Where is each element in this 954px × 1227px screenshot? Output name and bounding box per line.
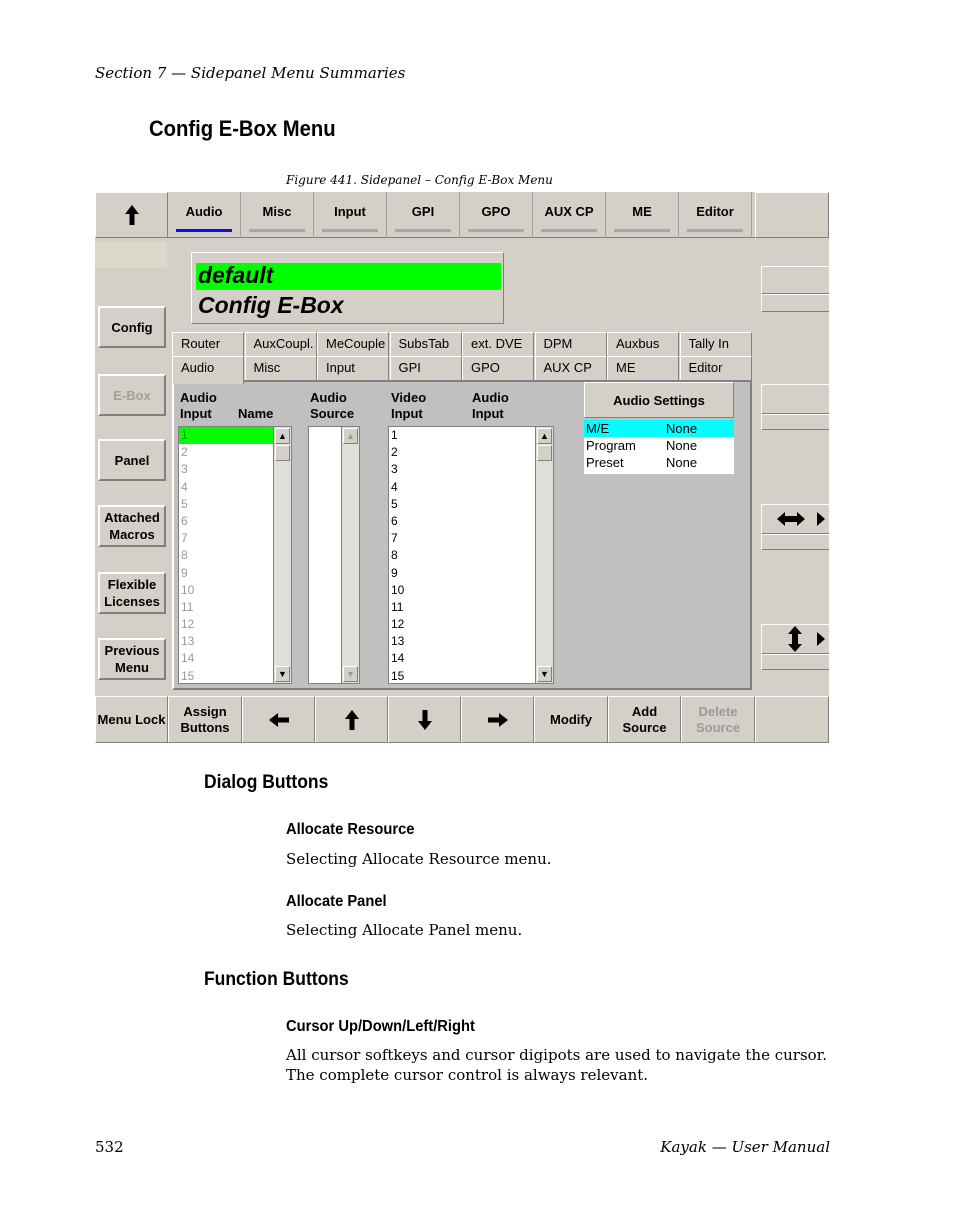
list-item[interactable]: 7 [391, 531, 398, 546]
arrow-right-icon [487, 712, 509, 728]
tab-r2-gpo[interactable]: GPO [462, 356, 534, 380]
arrow-up-down-icon [783, 625, 827, 653]
list-item[interactable]: 10 [181, 582, 195, 597]
list-item[interactable]: 14 [181, 651, 195, 666]
top-tab-gpi[interactable] [387, 192, 460, 238]
list-item[interactable]: 12 [181, 617, 195, 632]
right-slot-1[interactable] [761, 266, 829, 294]
scroll-up-arrow-icon[interactable]: ▲ [343, 428, 358, 444]
tab-indicator [468, 229, 524, 232]
dialog-buttons-heading: Dialog Buttons [204, 772, 329, 793]
top-tab-bar [95, 192, 829, 238]
menu-display [191, 252, 504, 324]
allocate-resource-heading: Allocate Resource [286, 821, 415, 838]
audio-setting-label: Program [586, 438, 636, 453]
top-tab-label: Misc [262, 204, 292, 219]
list-item[interactable]: 5 [181, 496, 188, 511]
scroll-up-arrow-icon[interactable]: ▲ [537, 428, 552, 444]
figure-caption: Figure 441. Sidepanel – Config E-Box Menu [286, 173, 553, 187]
status-pad [95, 242, 167, 268]
side-button-attached-macros[interactable] [98, 505, 166, 547]
scroll-down-arrow-icon[interactable]: ▼ [343, 666, 358, 682]
list-item[interactable]: 9 [391, 565, 398, 580]
tab-indicator [614, 229, 670, 232]
right-slot-2[interactable] [761, 294, 829, 312]
scroll-down-arrow-icon[interactable]: ▼ [537, 666, 552, 682]
list-item[interactable]: 3 [181, 462, 188, 477]
display-line-1: default [198, 262, 274, 288]
cursor-up-button[interactable] [95, 192, 168, 238]
tab-indicator [249, 229, 305, 232]
running-header: Section 7 — Sidepanel Menu Summaries [95, 64, 406, 82]
tab-r1-auxcoupl-[interactable]: AuxCoupl. [245, 332, 317, 356]
col-header-video-input: Video Input [391, 390, 427, 421]
audio-source-scrollbar[interactable] [341, 427, 359, 683]
tab-r2-gpi[interactable]: GPI [390, 356, 462, 380]
top-tab-gpo[interactable] [460, 192, 533, 238]
right-slot-4[interactable] [761, 414, 829, 430]
function-buttons-heading: Function Buttons [204, 969, 349, 990]
allocate-panel-text: Selecting Allocate Panel menu. [286, 921, 523, 939]
cursor-down-button[interactable] [388, 696, 461, 743]
list-item[interactable]: 15 [181, 668, 195, 683]
audio-input-scrollbar[interactable] [273, 427, 291, 683]
tab-r2-input[interactable]: Input [317, 356, 389, 380]
top-tab-label: GPI [411, 204, 435, 219]
bottom-button-bar [95, 696, 829, 743]
side-button-config[interactable] [98, 306, 166, 348]
page-number: 532 [95, 1138, 124, 1156]
scroll-thumb[interactable] [537, 445, 552, 461]
top-tab-label: Audio [185, 204, 223, 219]
cursor-text: All cursor softkeys and cursor digipots are used to navigate the cursor. The complete cursor control is always relevant. [286, 1046, 827, 1084]
col-header-name: Name [238, 406, 274, 421]
content-panel [172, 380, 752, 690]
col-header-audio-source: Audio Source [310, 390, 355, 421]
assign-buttons-button[interactable]: Assign Buttons [168, 696, 242, 743]
top-tab-label: Input [334, 204, 366, 219]
list-item[interactable]: 11 [391, 599, 404, 614]
list-item[interactable]: 2 [181, 445, 188, 460]
allocate-panel-heading: Allocate Panel [286, 893, 387, 910]
top-tab-aux-cp[interactable] [533, 192, 606, 238]
right-slot-3[interactable] [761, 384, 829, 414]
tab-r1-router[interactable]: Router [172, 332, 244, 356]
allocate-resource-text: Selecting Allocate Resource menu. [286, 850, 552, 868]
side-button-label: Previous Menu [104, 643, 160, 675]
list-item[interactable]: 13 [391, 634, 405, 649]
audio-setting-label: Preset [586, 455, 624, 470]
tab-r1-substab[interactable]: SubsTab [390, 332, 462, 356]
list-item[interactable]: 8 [391, 548, 398, 563]
list-item[interactable]: 3 [391, 462, 398, 477]
col-header-audio-input-2: Audio Input [472, 390, 509, 421]
display-line-2: Config E-Box [198, 292, 344, 318]
list-item[interactable]: 13 [181, 634, 195, 649]
top-right-blank-button[interactable] [755, 192, 829, 238]
right-slot-5[interactable] [761, 534, 829, 550]
tab-r1-ext-dve[interactable]: ext. DVE [462, 332, 534, 356]
top-tab-label: Editor [696, 204, 734, 219]
list-item[interactable]: 10 [391, 582, 405, 597]
vertical-digipot[interactable] [761, 624, 829, 654]
delete-source-button[interactable]: Delete Source [681, 696, 755, 743]
scroll-down-arrow-icon[interactable]: ▼ [275, 666, 290, 682]
side-button-label: Panel [114, 452, 150, 468]
arrow-left-right-icon [775, 509, 827, 529]
list-item[interactable]: 2 [391, 445, 398, 460]
side-button-label: Attached Macros [104, 510, 160, 542]
list-item[interactable]: 6 [391, 513, 398, 528]
footer-manual-title: Kayak — User Manual [660, 1138, 830, 1156]
list-item[interactable]: 4 [391, 479, 398, 494]
right-slot-6[interactable] [761, 654, 829, 670]
tab-indicator [687, 229, 743, 232]
side-button-panel[interactable] [98, 439, 166, 481]
cursor-right-button[interactable] [461, 696, 534, 743]
list-item[interactable]: 6 [181, 513, 188, 528]
top-tab-input[interactable] [314, 192, 387, 238]
audio-setting-value: None [666, 438, 698, 453]
arrow-left-icon [268, 712, 290, 728]
page-title: Config E-Box Menu [149, 116, 336, 141]
top-tab-label: ME [632, 204, 652, 219]
audio-setting-label: M/E [586, 421, 610, 436]
list-item[interactable]: 12 [391, 617, 405, 632]
tab-indicator [395, 229, 451, 232]
list-item[interactable]: 15 [391, 668, 405, 683]
tab-r1-tally-in[interactable]: Tally In [680, 332, 752, 356]
side-button-previous-menu[interactable] [98, 638, 166, 680]
list-item[interactable]: 1 [391, 428, 398, 442]
side-button-label: Config [111, 319, 153, 335]
cursor-left-button[interactable] [242, 696, 315, 743]
modify-button[interactable]: Modify [534, 696, 608, 743]
scroll-thumb[interactable] [275, 445, 290, 461]
list-item[interactable]: 14 [391, 651, 405, 666]
video-input-scrollbar[interactable] [535, 427, 553, 683]
side-button-label: Flexible Licenses [104, 577, 160, 609]
audio-source-list[interactable] [308, 426, 360, 684]
side-button-label: E-Box [113, 387, 151, 403]
top-tab-me[interactable] [606, 192, 679, 238]
cursor-up-bottom-button[interactable] [315, 696, 388, 743]
list-item[interactable]: 5 [391, 496, 398, 511]
audio-settings-list[interactable] [584, 420, 734, 474]
list-item[interactable]: 9 [181, 565, 188, 580]
menu-lock-button[interactable]: Menu Lock [95, 696, 168, 743]
bottom-right-blank-button[interactable] [755, 696, 829, 743]
audio-input-list[interactable] [178, 426, 292, 684]
arrow-up-icon [124, 204, 140, 226]
audio-setting-row[interactable] [584, 437, 734, 454]
tab-r1-mecouple[interactable]: MeCouple [317, 332, 389, 356]
add-source-button[interactable]: Add Source [608, 696, 681, 743]
list-item[interactable]: 11 [181, 599, 194, 614]
arrow-down-icon [417, 709, 433, 731]
audio-setting-value: None [666, 455, 698, 470]
tab-r2-misc[interactable]: Misc [245, 356, 317, 380]
top-tab-label: AUX CP [544, 204, 594, 219]
tab-indicator [541, 229, 597, 232]
audio-setting-row[interactable] [584, 454, 734, 471]
top-tab-misc[interactable] [241, 192, 314, 238]
side-button-e-box[interactable] [98, 374, 166, 416]
top-tab-label: GPO [481, 204, 511, 219]
tab-r2-editor[interactable]: Editor [680, 356, 752, 380]
audio-settings-title: Audio Settings [584, 382, 734, 418]
tab-r1-dpm[interactable]: DPM [535, 332, 607, 356]
tab-indicator [176, 229, 232, 232]
list-item[interactable]: 8 [181, 548, 188, 563]
tab-r2-audio[interactable]: Audio [172, 356, 244, 384]
arrow-up-icon [344, 709, 360, 731]
list-item[interactable]: 1 [179, 427, 273, 444]
list-item[interactable]: 7 [181, 531, 188, 546]
top-tab-editor[interactable] [679, 192, 752, 238]
config-ebox-panel [95, 192, 829, 743]
top-tab-audio[interactable] [168, 192, 241, 238]
side-button-flexible-licenses[interactable] [98, 572, 166, 614]
horizontal-digipot[interactable] [761, 504, 829, 534]
audio-setting-value: None [666, 421, 698, 436]
tab-r1-auxbus[interactable]: Auxbus [607, 332, 679, 356]
col-header-audio-input: Audio Input [180, 390, 217, 421]
scroll-up-arrow-icon[interactable]: ▲ [275, 428, 290, 444]
video-input-list[interactable] [388, 426, 554, 684]
tab-r2-aux-cp[interactable]: AUX CP [535, 356, 607, 380]
tab-r2-me[interactable]: ME [607, 356, 679, 380]
tab-indicator [322, 229, 378, 232]
list-item[interactable]: 4 [181, 479, 188, 494]
cursor-heading: Cursor Up/Down/Left/Right [286, 1018, 475, 1035]
audio-setting-row[interactable] [584, 420, 734, 437]
